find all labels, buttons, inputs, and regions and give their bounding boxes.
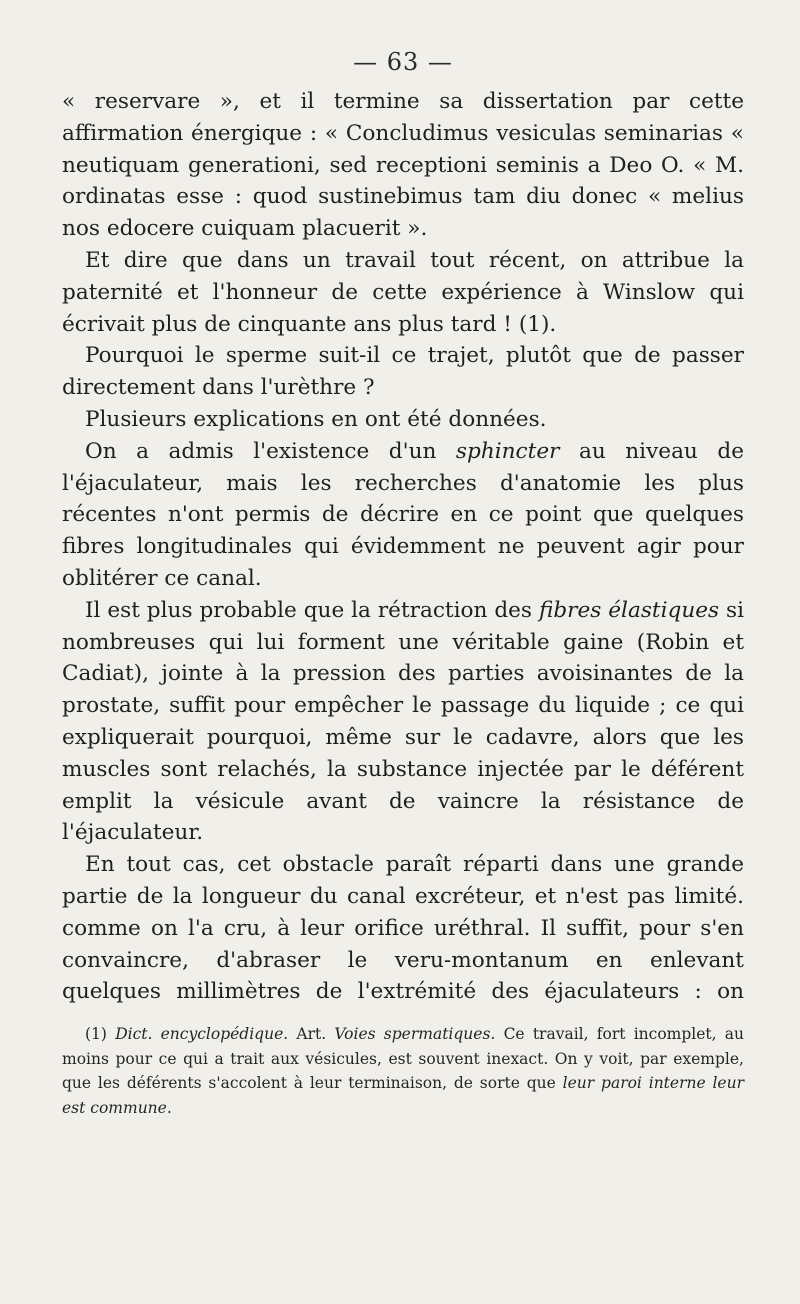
paragraph-6 xyxy=(62,595,744,849)
footnote-end: . xyxy=(166,1098,172,1117)
footnote-article: Voies spermatiques xyxy=(334,1025,491,1044)
paragraph-4: Plusieurs explications en ont été données. xyxy=(85,406,547,432)
paragraph-5-text-end: au niveau de l'éjaculateur, mais les recherches d'anatomie les plus récentes n'ont permis de décrire en ce point que quelques fibres longitudinales qui évidemment ne peuvent agir pour oblitérer ce canal. xyxy=(62,438,744,591)
paragraph-5-text-start: On a admis l'existence d'un xyxy=(85,438,456,464)
paragraph-6-text-end: si nombreuses qui lui forment une véritable gaine (Robin et Cadiat), jointe à la pression des parties avoisinantes de la prostate, suffit pour empêcher le passage du liquide ; ce qui expliquerait pourquoi, même sur le cadavre, alors que les muscles sont relachés, la substance injectée par le déférent emplit la vésicule avant de vaincre la résistance de l'éjaculateur. xyxy=(62,597,745,846)
paragraph-6-text-start: Il est plus probable que la rétraction des xyxy=(85,597,539,623)
paragraph-7: En tout cas, cet obstacle paraît réparti dans une grande partie de la longueur du canal excréteur, et n'est pas limité. comme on l'a cru, à leur orifice uréthral. Il suffit, pour s'en convaincre, d'abraser le veru-montanum en enlevant quelques millimètres de l'extrémité des éjaculateurs : on xyxy=(62,852,744,1005)
footnote xyxy=(62,1022,744,1120)
paragraph-1: « reservare », et il termine sa dissertation par cette affirmation énergique : « Concludimus vesiculas seminarias « neutiquam generationi, sed receptioni seminis a Deo O. « M. ordinatas esse : quod sustinebimus tam diu donec « melius nos edocere cuiquam placuerit ». xyxy=(62,89,744,242)
footnote-source: Dict. encyclopédique xyxy=(115,1025,284,1044)
main-text xyxy=(62,86,744,1008)
paragraph-5 xyxy=(62,436,744,595)
emphasis-fibres-elastiques: fibres élastiques xyxy=(538,597,720,623)
paragraph-3: Pourquoi le sperme suit-il ce trajet, plutôt que de passer directement dans l'urèthre ? xyxy=(62,343,744,401)
footnote-separator: . Art. xyxy=(283,1025,335,1044)
footnote-text: . Ce travail, fort incomplet, au moins pour ce qui a trait aux vésicules, est souvent inexact. On y voit, par exemple, que les déférents s'accolent à leur terminaison, de sorte que xyxy=(62,1025,745,1093)
footnote-italic-tail: leur paroi interne leur est commune xyxy=(62,1074,744,1117)
paragraph-2: Et dire que dans un travail tout récent, on attribue la paternité et l'honneur de cette expérience à Winslow qui écrivait plus de cinquante ans plus tard ! (1). xyxy=(62,247,744,337)
footnote-marker: (1) xyxy=(85,1025,116,1044)
emphasis-sphincter: sphincter xyxy=(455,438,560,464)
page-number: — 63 — xyxy=(353,48,453,76)
